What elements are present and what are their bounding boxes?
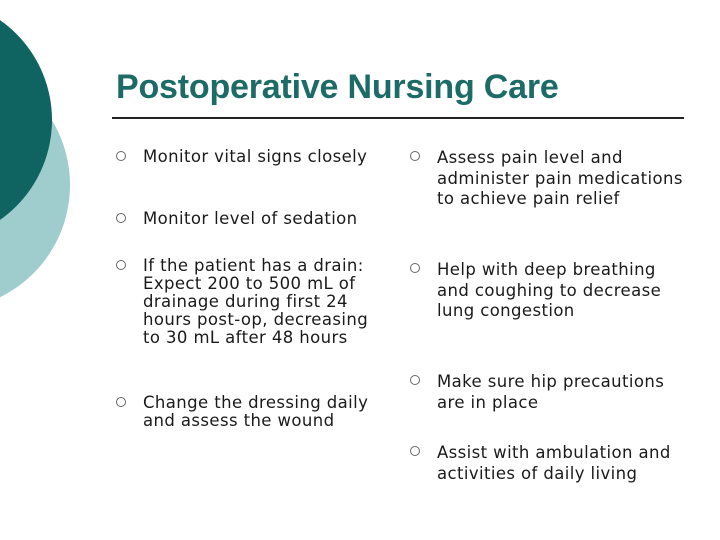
- bullet-text: Change the dressing daily and assess the wound: [143, 393, 369, 430]
- bullet-icon: [410, 446, 420, 456]
- list-item: [410, 148, 687, 210]
- bullet-icon: [410, 375, 420, 385]
- list-item: [116, 394, 385, 430]
- list-item: [116, 148, 385, 166]
- bullet-icon: [116, 397, 126, 407]
- title-underline: [112, 117, 684, 119]
- list-item: [116, 257, 385, 347]
- bullet-icon: [410, 263, 420, 273]
- bullet-text: If the patient has a drain: Expect 200 to 500 mL of drainage during first 24 hours post-op, decreasing to 30 mL after 48 hours: [143, 256, 369, 347]
- bullet-text: Monitor vital signs closely: [143, 147, 368, 166]
- bullet-icon: [116, 151, 126, 161]
- list-item: [410, 443, 687, 484]
- bullet-text: Monitor level of sedation: [143, 209, 358, 228]
- bullet-icon: [116, 213, 126, 223]
- bullet-text: Make sure hip precautions are in place: [437, 372, 665, 412]
- bullet-icon: [410, 151, 420, 161]
- decorative-circles: [0, 0, 120, 300]
- list-item: [116, 210, 385, 228]
- page-title: Postoperative Nursing Care: [116, 68, 559, 106]
- bullet-text: Assist with ambulation and activities of daily living: [437, 443, 671, 483]
- list-item: [410, 372, 687, 413]
- list-item: [410, 260, 687, 322]
- bullet-text: Help with deep breathing and coughing to decrease lung congestion: [437, 260, 662, 320]
- bullet-text: Assess pain level and administer pain medications to achieve pain relief: [437, 148, 683, 208]
- bullet-icon: [116, 260, 126, 270]
